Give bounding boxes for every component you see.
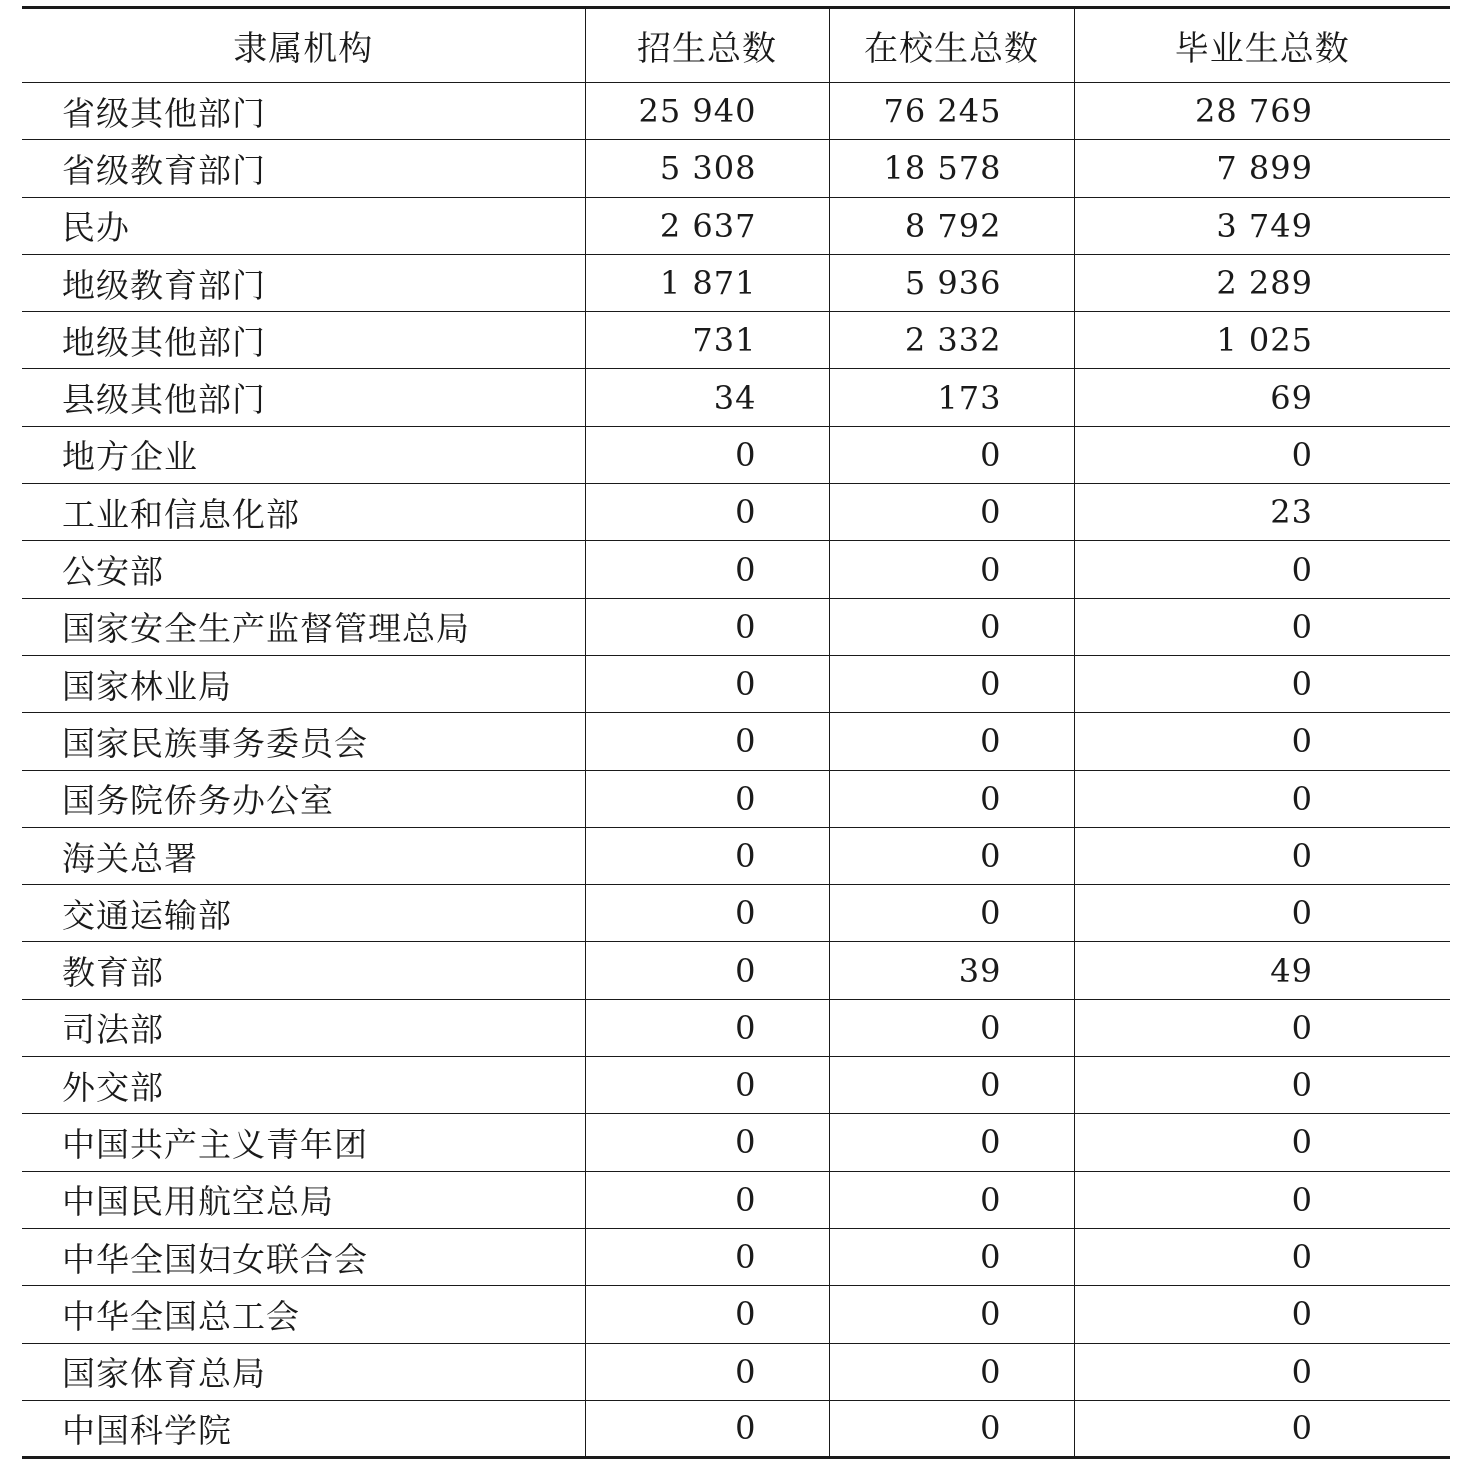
students-cell: 0 [829,598,1074,655]
institution-name-cell: 国家安全生产监督管理总局 [22,598,585,655]
table-row [22,140,1450,197]
students-cell: 0 [829,1343,1074,1400]
graduates-cell: 0 [1074,598,1450,655]
enrollment-cell: 0 [585,655,829,712]
header-enrollment: 招生总数 [585,8,829,83]
students-cell: 0 [829,484,1074,541]
institution-name-cell: 省级其他部门 [22,83,585,140]
students-cell: 2 332 [829,312,1074,369]
institution-name-cell: 国家林业局 [22,655,585,712]
institution-name-cell: 中华全国妇女联合会 [22,1228,585,1285]
enrollment-cell: 5 308 [585,140,829,197]
institution-name-cell: 公安部 [22,541,585,598]
students-cell: 0 [829,1228,1074,1285]
students-cell: 0 [829,1286,1074,1343]
graduates-cell: 0 [1074,999,1450,1056]
students-cell: 0 [829,426,1074,483]
enrollment-cell: 0 [585,827,829,884]
header-students: 在校生总数 [829,8,1074,83]
institution-name-cell: 地级其他部门 [22,312,585,369]
students-cell: 39 [829,942,1074,999]
graduates-cell: 0 [1074,827,1450,884]
enrollment-cell: 0 [585,885,829,942]
graduates-cell: 0 [1074,885,1450,942]
graduates-cell: 0 [1074,541,1450,598]
enrollment-cell: 0 [585,1057,829,1114]
enrollment-cell: 0 [585,1228,829,1285]
graduates-cell: 0 [1074,1228,1450,1285]
students-cell: 8 792 [829,197,1074,254]
students-cell: 0 [829,713,1074,770]
table-row [22,999,1450,1056]
enrollment-cell: 25 940 [585,83,829,140]
graduates-cell: 0 [1074,1114,1450,1171]
table-row [22,426,1450,483]
enrollment-cell: 0 [585,942,829,999]
enrollment-cell: 0 [585,598,829,655]
students-cell: 76 245 [829,83,1074,140]
table-row [22,484,1450,541]
header-graduates: 毕业生总数 [1074,8,1450,83]
graduates-cell: 0 [1074,1400,1450,1457]
institution-name-cell: 地方企业 [22,426,585,483]
table-row [22,942,1450,999]
table-row [22,885,1450,942]
graduates-cell: 0 [1074,1286,1450,1343]
students-cell: 0 [829,885,1074,942]
institution-name-cell: 中国科学院 [22,1400,585,1457]
graduates-cell: 0 [1074,713,1450,770]
table-row [22,1400,1450,1457]
enrollment-cell: 731 [585,312,829,369]
table-row [22,655,1450,712]
institution-name-cell: 国家体育总局 [22,1343,585,1400]
table-body [22,83,1450,1458]
table-row [22,83,1450,140]
students-cell: 5 936 [829,254,1074,311]
enrollment-cell: 0 [585,999,829,1056]
table-row [22,1228,1450,1285]
enrollment-cell: 0 [585,770,829,827]
institution-name-cell: 外交部 [22,1057,585,1114]
students-cell: 18 578 [829,140,1074,197]
institution-name-cell: 中华全国总工会 [22,1286,585,1343]
table-row [22,1286,1450,1343]
graduates-cell: 0 [1074,426,1450,483]
institution-name-cell: 国家民族事务委员会 [22,713,585,770]
table-row [22,1171,1450,1228]
institution-name-cell: 司法部 [22,999,585,1056]
table-row [22,1057,1450,1114]
enrollment-cell: 34 [585,369,829,426]
table-row [22,312,1450,369]
graduates-cell: 0 [1074,770,1450,827]
table-row [22,541,1450,598]
institution-name-cell: 国务院侨务办公室 [22,770,585,827]
table-row [22,770,1450,827]
institution-statistics-table [22,6,1450,1459]
graduates-cell: 1 025 [1074,312,1450,369]
graduates-cell: 28 769 [1074,83,1450,140]
graduates-cell: 49 [1074,942,1450,999]
table-row [22,598,1450,655]
institution-name-cell: 海关总署 [22,827,585,884]
enrollment-cell: 0 [585,484,829,541]
enrollment-cell: 0 [585,1343,829,1400]
graduates-cell: 7 899 [1074,140,1450,197]
students-cell: 173 [829,369,1074,426]
students-cell: 0 [829,655,1074,712]
institution-name-cell: 中国共产主义青年团 [22,1114,585,1171]
graduates-cell: 2 289 [1074,254,1450,311]
statistics-table-container [22,6,1450,1459]
graduates-cell: 0 [1074,1171,1450,1228]
enrollment-cell: 0 [585,1400,829,1457]
table-row [22,1114,1450,1171]
students-cell: 0 [829,541,1074,598]
institution-name-cell: 交通运输部 [22,885,585,942]
table-row [22,369,1450,426]
table-row [22,713,1450,770]
students-cell: 0 [829,1400,1074,1457]
students-cell: 0 [829,1057,1074,1114]
header-institution: 隶属机构 [22,8,585,83]
graduates-cell: 0 [1074,1057,1450,1114]
enrollment-cell: 0 [585,426,829,483]
table-header [22,8,1450,83]
institution-name-cell: 省级教育部门 [22,140,585,197]
table-row [22,1343,1450,1400]
institution-name-cell: 县级其他部门 [22,369,585,426]
students-cell: 0 [829,999,1074,1056]
institution-name-cell: 中国民用航空总局 [22,1171,585,1228]
students-cell: 0 [829,1171,1074,1228]
institution-name-cell: 民办 [22,197,585,254]
graduates-cell: 0 [1074,655,1450,712]
enrollment-cell: 1 871 [585,254,829,311]
institution-name-cell: 教育部 [22,942,585,999]
enrollment-cell: 0 [585,541,829,598]
graduates-cell: 0 [1074,1343,1450,1400]
graduates-cell: 69 [1074,369,1450,426]
table-row [22,197,1450,254]
enrollment-cell: 0 [585,1286,829,1343]
table-row [22,827,1450,884]
table-row [22,254,1450,311]
students-cell: 0 [829,827,1074,884]
students-cell: 0 [829,1114,1074,1171]
enrollment-cell: 0 [585,1171,829,1228]
enrollment-cell: 0 [585,1114,829,1171]
enrollment-cell: 0 [585,713,829,770]
graduates-cell: 23 [1074,484,1450,541]
header-row [22,8,1450,83]
enrollment-cell: 2 637 [585,197,829,254]
graduates-cell: 3 749 [1074,197,1450,254]
institution-name-cell: 地级教育部门 [22,254,585,311]
institution-name-cell: 工业和信息化部 [22,484,585,541]
students-cell: 0 [829,770,1074,827]
